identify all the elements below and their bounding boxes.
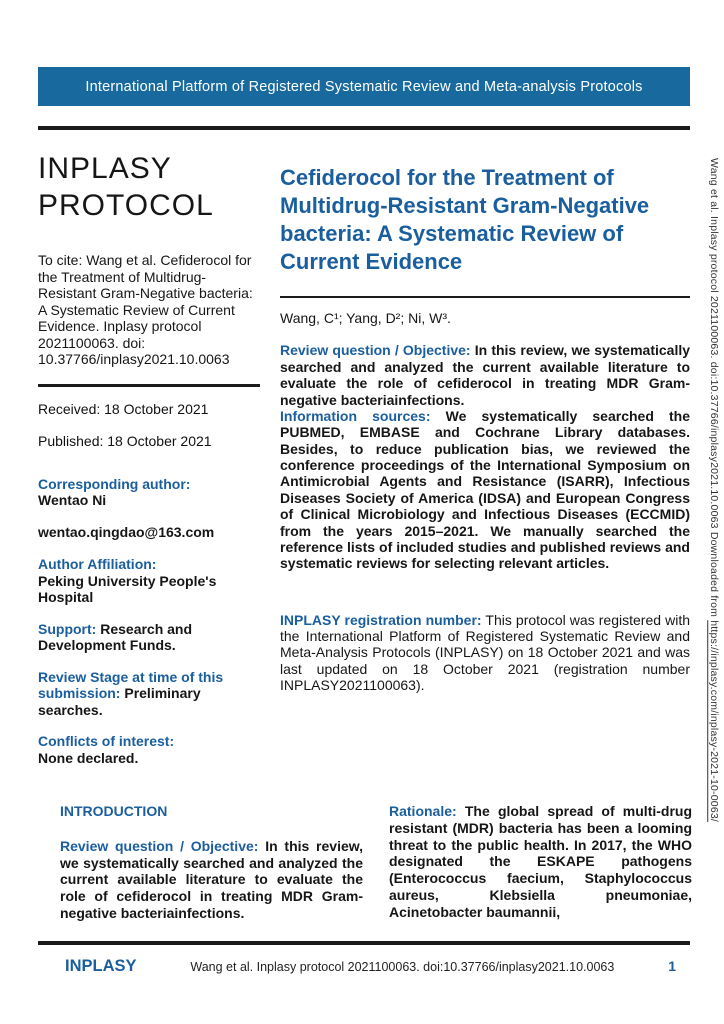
rationale-paragraph <box>389 803 692 921</box>
review-question-paragraph <box>280 342 690 408</box>
authors-line: Wang, C¹; Yang, D²; Ni, W³. <box>280 310 451 326</box>
intro-review-question-text: In this review, we systematically searched and analyzed the current available literature to evaluate the role of cefiderocol in treating MDR Gram-negative bacteriainfections. <box>60 837 364 921</box>
footer-row <box>38 945 690 976</box>
footer-brand: INPLASY <box>65 957 137 975</box>
left-column <box>38 150 260 781</box>
introduction-section <box>60 803 692 922</box>
conflicts-label: Conflicts of interest: <box>38 733 175 750</box>
review-question-label: Review question / Objective: <box>280 342 471 359</box>
registration-text: This protocol was registered with the International Platform of Registered Systematic Review and Meta-Analysis Protocols (INPLASY) on 18 October 2021 and was last updated on 18 October 2021 (registration number INPLASY2021100063). <box>280 611 690 694</box>
conflicts-value: None declared. <box>38 749 139 766</box>
masthead-line1: INPLASY <box>38 152 172 185</box>
platform-banner <box>38 67 690 106</box>
registration-label: INPLASY registration number: <box>280 611 482 628</box>
information-sources-text: We systematically searched the PUBMED, EMBASE and Cochrane Library databases. Besides, to reduce publication bias, we reviewed the conference proceedings of the International Symposium on Antimicrobial Agents and Resistance (ISARR), Infectious Diseases Society of America (IDSA) and European Congress of Clinical Microbiology and Infectious Diseases (ECCMID) from the years 2015–2021. We manually searched the reference lists of included studies and published reviews and systematic reviews for selecting relevant articles. <box>280 407 691 572</box>
support-label: Support: <box>38 620 97 637</box>
sidebar-citation-text: Wang et al. Inplasy protocol 2021100063. doi:10.37766/inplasy2021.10.0063 Downloaded from <box>708 158 720 621</box>
masthead <box>38 150 260 224</box>
affiliation-label: Author Affiliation: <box>38 556 157 573</box>
published-date: Published: 18 October 2021 <box>38 433 212 450</box>
footer-citation: Wang et al. Inplasy protocol 2021100063. doi:10.37766/inplasy2021.10.0063 <box>190 960 615 974</box>
corresponding-author-email[interactable]: wentao.qingdao@163.com <box>38 523 215 540</box>
left-divider-rule <box>38 384 260 387</box>
support-group <box>38 621 260 654</box>
affiliation-value: Peking University People's Hospital <box>38 572 217 606</box>
sidebar-citation <box>708 158 720 1010</box>
affiliation-group <box>38 556 260 606</box>
information-sources-label: Information sources: <box>280 407 431 424</box>
article-title: Cefiderocol for the Treatment of Multidrug-Resistant Gram-Negative bacteria: A Systematic Review of Current Evidence <box>280 165 650 274</box>
review-stage-value: Preliminary searches. <box>38 685 201 718</box>
page-footer <box>38 941 690 976</box>
information-sources-paragraph <box>280 408 690 572</box>
main-content <box>38 150 690 781</box>
footer-page-number: 1 <box>668 958 676 974</box>
conflicts-group <box>38 733 260 766</box>
corresponding-author-name: Wentao Ni <box>38 492 107 509</box>
review-question-text: In this review, we systematically searched and analyzed the current available literature to evaluate the role of cefiderocol in treating MDR Gram-negative bacteriainfections. <box>280 342 691 408</box>
intro-review-question-label: Review question / Objective: <box>60 837 259 854</box>
received-date: Received: 18 October 2021 <box>38 400 209 417</box>
review-stage-group <box>38 669 260 719</box>
introduction-left-column <box>60 803 363 922</box>
introduction-right-column <box>389 803 692 922</box>
top-divider-rule <box>38 126 690 130</box>
sidebar-citation-url[interactable]: https://inplasy.com/inplasy-2021-10-0063/ <box>708 620 720 823</box>
support-value: Research and Development Funds. <box>38 620 193 654</box>
masthead-line2: PROTOCOL <box>38 189 214 222</box>
right-column <box>280 150 690 781</box>
rationale-text: The global spread of multi-drug resistant (MDR) bacteria has been a looming threat to the public health. In 2017, the WHO designated the ESKAPE pathogens (Enterococcus faecium, Staphylococcus aureus, Klebsiella pneumoniae, Acinetobacter baumannii, <box>389 803 693 920</box>
registration-paragraph <box>280 612 690 694</box>
review-stage-label: Review Stage at time of this submission: <box>38 668 224 702</box>
corresponding-author-group <box>38 476 260 509</box>
introduction-heading: INTRODUCTION <box>60 803 168 819</box>
rationale-label: Rationale: <box>389 803 457 819</box>
corresponding-author-label: Corresponding author: <box>38 475 191 492</box>
title-divider-rule <box>280 296 690 298</box>
intro-review-question-paragraph <box>60 838 363 922</box>
to-cite-text: To cite: Wang et al. Cefiderocol for the Treatment of Multidrug-Resistant Gram-Negative bacteria: A Systematic Review of Current Evidence. Inplasy protocol 2021100063. doi: 10.37766/inplasy2021.10.0063 <box>38 252 253 368</box>
platform-banner-text: International Platform of Registered Systematic Review and Meta-analysis Protocols <box>85 78 643 95</box>
